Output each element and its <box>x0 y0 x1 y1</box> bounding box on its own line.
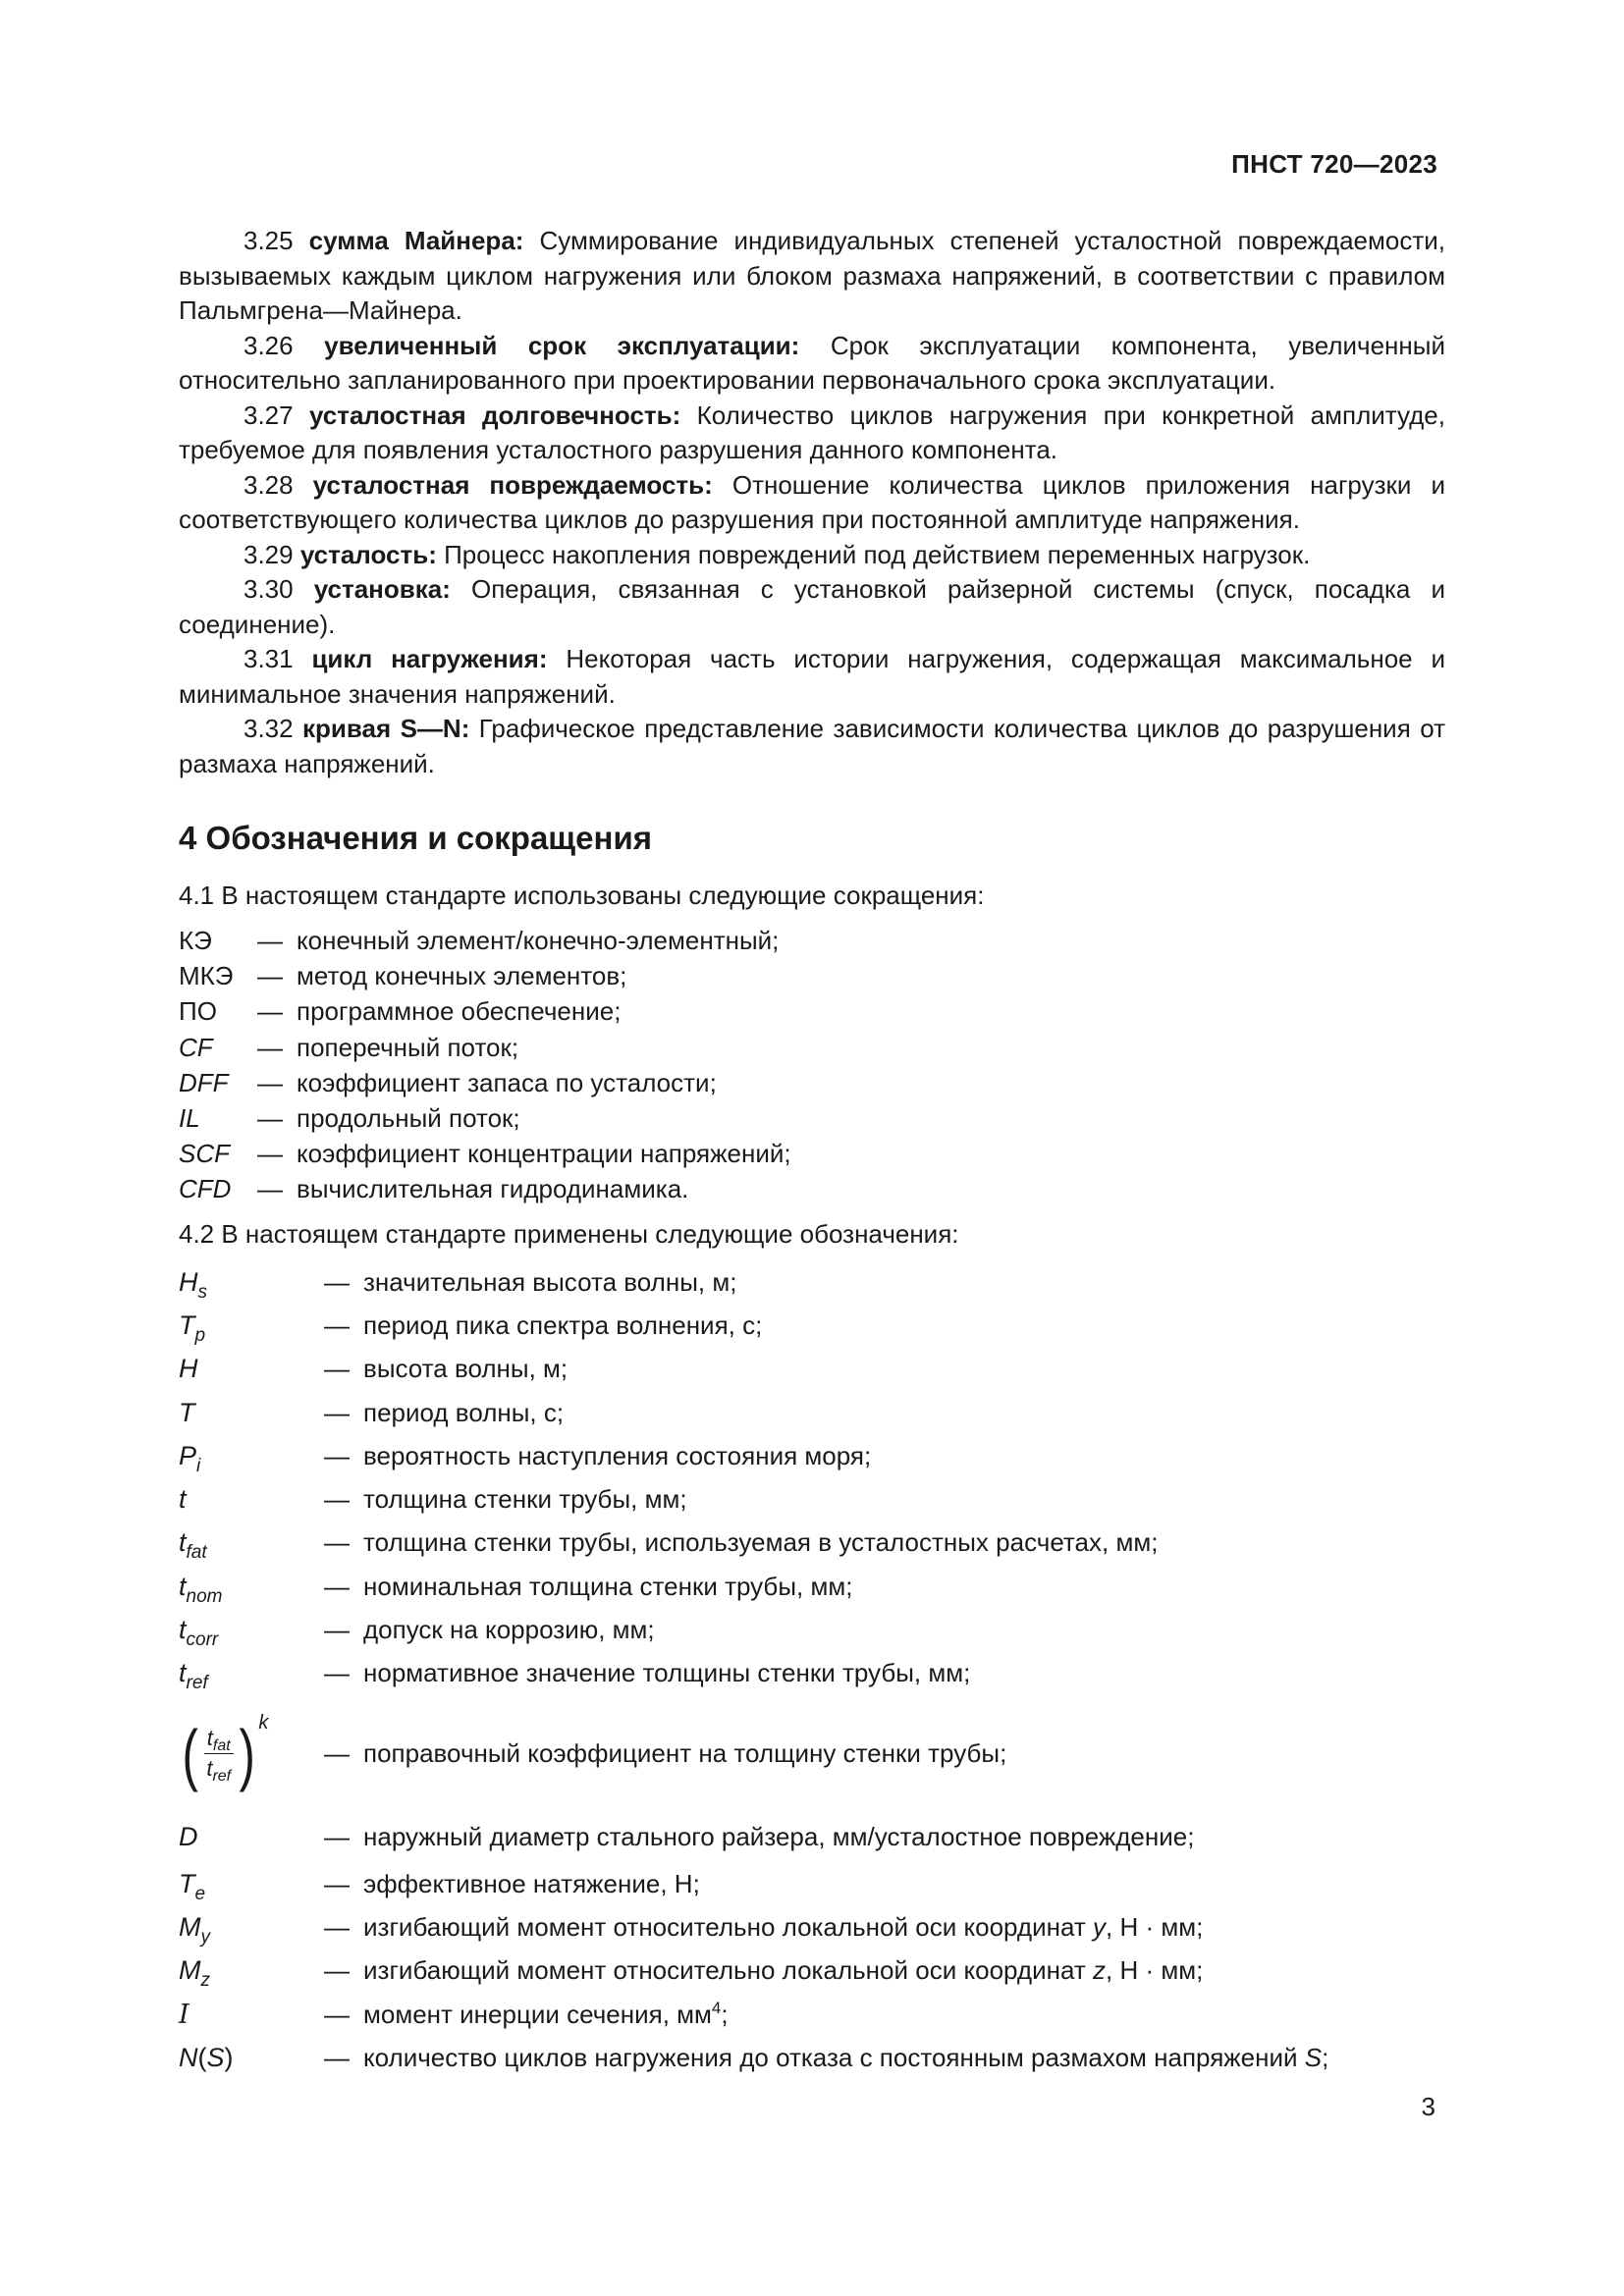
term-text: Суммирование индивидуальных степеней усталостной повреждаемости, вызываемых каждым циклом нагружения или блоком размаха напряжений, в соответствии с правилом Пальмгрена—Майнера. <box>179 226 1446 325</box>
left-paren: ( <box>182 1715 198 1792</box>
symbols-intro <box>179 1217 1445 1252</box>
term-name: усталостная долговечность: <box>308 400 681 430</box>
list-item <box>179 958 1445 993</box>
list-item <box>179 1905 1455 1949</box>
dash: — <box>257 1139 283 1169</box>
term-number: 3.27 <box>244 400 294 430</box>
term-name: сумма Майнера: <box>308 226 524 255</box>
dash: — <box>324 1354 350 1384</box>
term-number: 3.29 <box>244 539 294 569</box>
term-3-28 <box>179 468 1445 538</box>
symbol-key: $T_p$ <box>179 1309 206 1346</box>
abbreviation-text: продольный поток; <box>297 1103 520 1134</box>
dash: — <box>324 1571 350 1601</box>
dash: — <box>324 1615 350 1645</box>
term-text: Некоторая часть истории нагружения, содержащая максимальное и минимальное значения напряжений. <box>179 644 1445 709</box>
symbol-key: I <box>179 1999 189 2030</box>
term-3-29 <box>179 538 1445 573</box>
symbol-text: нормативное значение толщины стенки трубы, мм; <box>363 1658 971 1688</box>
dash: — <box>324 1658 350 1688</box>
term-name: усталостная повреждаемость: <box>312 469 713 500</box>
symbol-key: t <box>179 1484 187 1515</box>
symbol-text: толщина стенки трубы, используемая в усталостных расчетах, мм; <box>363 1527 1159 1558</box>
dash: — <box>324 1868 350 1898</box>
list-item <box>179 1993 1455 2036</box>
symbol-text: период волны, с; <box>363 1397 565 1427</box>
dash: — <box>257 1103 283 1134</box>
abbreviation-key: КЭ <box>179 926 212 955</box>
dash: — <box>324 2042 350 2072</box>
symbol-key: $t_{nom}$ <box>179 1571 223 1607</box>
dash: — <box>324 1955 350 1986</box>
symbol-text: количество циклов нагружения до отказа с постоянным размахом напряжений S; <box>363 2042 1329 2072</box>
abbreviations-intro-text: 4.1 В настоящем стандарте использованы следующие сокращения: <box>179 881 985 910</box>
list-item <box>179 1608 1455 1651</box>
list-item <box>179 1391 1455 1434</box>
term-name: кривая S—N: <box>302 714 470 743</box>
symbol-key: $t_{ref}$ <box>179 1658 208 1694</box>
term-name: цикл нагружения: <box>311 644 548 673</box>
symbol-key: H <box>179 1354 198 1384</box>
symbol-key: T <box>179 1397 195 1427</box>
symbols-list <box>179 1260 1455 2079</box>
section-title: 4 Обозначения и сокращения <box>179 820 652 856</box>
list-item <box>179 1030 1445 1065</box>
abbreviation-key: CF <box>179 1032 213 1062</box>
symbol-key: $t_{fat}$ <box>179 1527 207 1564</box>
list-item <box>179 1304 1455 1347</box>
abbreviation-key: IL <box>179 1103 200 1134</box>
symbol-key: $t_{corr}$ <box>179 1615 219 1651</box>
term-3-32 <box>179 712 1445 781</box>
list-item <box>179 1813 1455 1862</box>
symbol-text: наружный диаметр стального райзера, мм/усталостное повреждение; <box>363 1822 1195 1852</box>
abbreviation-key: ПО <box>179 996 217 1027</box>
list-item <box>179 1348 1455 1391</box>
fraction-group <box>179 1711 269 1792</box>
term-number: 3.31 <box>244 644 294 673</box>
abbreviations-intro <box>179 879 1445 913</box>
dash: — <box>324 1738 350 1769</box>
symbol-key: $H_s$ <box>179 1266 207 1303</box>
term-name: увеличенный срок эксплуатации: <box>324 330 800 360</box>
symbol-text: изгибающий момент относительно локальной оси координат y, Н · мм; <box>363 1911 1204 1942</box>
term-number: 3.30 <box>244 574 294 604</box>
symbol-text: вероятность наступления состояния моря; <box>363 1440 872 1470</box>
dash: — <box>257 926 283 955</box>
abbreviation-key: CFD <box>179 1174 232 1204</box>
symbols-intro-text: 4.2 В настоящем стандарте применены следующие обозначения: <box>179 1219 959 1249</box>
right-paren: ) <box>239 1715 255 1792</box>
abbreviation-key: SCF <box>179 1139 230 1169</box>
list-item <box>179 1565 1455 1608</box>
abbreviation-text: поперечный поток; <box>297 1032 519 1062</box>
fraction-numerator: $t_{fat}$ <box>204 1726 234 1754</box>
list-item <box>179 1477 1455 1521</box>
abbreviations-list <box>179 923 1445 1207</box>
abbreviation-text: конечный элемент/конечно-элементный; <box>297 926 780 955</box>
fraction <box>203 1726 234 1786</box>
term-3-26 <box>179 329 1445 399</box>
term-text: Графическое представление зависимости количества циклов до разрушения от размаха напряжений. <box>179 714 1445 778</box>
abbreviation-text: коэффициент концентрации напряжений; <box>297 1139 791 1169</box>
list-item <box>179 1136 1445 1171</box>
list-item <box>179 1434 1455 1477</box>
page-number: 3 <box>1421 2092 1435 2121</box>
term-number: 3.26 <box>244 330 294 360</box>
document-code: ПНСТ 720—2023 <box>1231 149 1437 179</box>
dash: — <box>257 996 283 1027</box>
term-3-27 <box>179 399 1445 468</box>
list-item <box>179 1949 1455 1993</box>
term-name: установка: <box>313 574 451 604</box>
dash: — <box>257 1067 283 1097</box>
dash: — <box>324 1484 350 1515</box>
term-text: Процесс накопления повреждений под действием переменных нагрузок. <box>444 539 1311 569</box>
list-item <box>179 1100 1445 1136</box>
term-number: 3.28 <box>244 469 294 500</box>
symbol-key: N(S) <box>179 2042 234 2072</box>
dash: — <box>324 1527 350 1558</box>
symbol-key: $T_e$ <box>179 1868 206 1904</box>
terms-section <box>179 224 1445 781</box>
list-item <box>179 993 1445 1029</box>
list-item <box>179 1862 1455 1905</box>
dash: — <box>324 1309 350 1340</box>
term-text: Операция, связанная с установкой райзерной системы (спуск, посадка и соединение). <box>179 574 1445 639</box>
symbol-text: период пика спектра волнения, с; <box>363 1309 763 1340</box>
symbol-text: момент инерции сечения, $мм^4$; <box>363 1998 729 2029</box>
symbol-key: $P_i$ <box>179 1440 201 1476</box>
abbreviation-text: метод конечных элементов; <box>297 961 627 991</box>
dash: — <box>324 1397 350 1427</box>
list-item <box>179 1260 1455 1304</box>
symbol-key: $M_y$ <box>179 1911 210 1948</box>
list-item <box>179 1522 1455 1565</box>
symbol-key: $M_z$ <box>179 1955 210 1992</box>
symbol-text: эффективное натяжение, Н; <box>363 1868 700 1898</box>
symbol-text: допуск на коррозию, мм; <box>363 1615 655 1645</box>
symbol-text: толщина стенки трубы, мм; <box>363 1484 687 1515</box>
list-item <box>179 923 1445 958</box>
abbreviation-key: МКЭ <box>179 961 234 991</box>
list-item <box>179 1171 1445 1206</box>
dash: — <box>324 1911 350 1942</box>
abbreviation-text: коэффициент запаса по усталости; <box>297 1067 717 1097</box>
abbreviation-key: DFF <box>179 1067 229 1097</box>
dash: — <box>257 1032 283 1062</box>
abbreviation-text: вычислительная гидродинамика. <box>297 1174 689 1204</box>
dash: — <box>324 1999 350 2029</box>
term-text: Количество циклов нагружения при конкретной амплитуде, требуемое для появления усталостного разрушения данного компонента. <box>179 400 1445 464</box>
symbol-text: изгибающий момент относительно локальной оси координат z, Н · мм; <box>363 1955 1204 1986</box>
term-3-30 <box>179 572 1445 642</box>
list-item <box>179 1695 1455 1813</box>
term-3-31 <box>179 642 1445 712</box>
symbol-key: D <box>179 1822 198 1852</box>
list-item <box>179 1065 1445 1100</box>
term-name: усталость: <box>299 539 437 569</box>
symbol-text: высота волны, м; <box>363 1354 568 1384</box>
symbol-text: значительная высота волны, м; <box>363 1266 737 1297</box>
list-item <box>179 1652 1455 1695</box>
symbol-text: поправочный коэффициент на толщину стенки трубы; <box>363 1738 1007 1769</box>
term-number: 3.25 <box>244 226 294 255</box>
fraction-denominator: $t_{ref}$ <box>206 1756 232 1786</box>
thickness-correction-formula <box>179 1711 324 1792</box>
dash: — <box>324 1266 350 1297</box>
list-item <box>179 2036 1455 2079</box>
abbreviation-text: программное обеспечение; <box>297 996 622 1027</box>
term-text: Срок эксплуатации компонента, увеличенный относительно запланированного при проектировании первоначального срока эксплуатации. <box>179 330 1445 395</box>
term-3-25 <box>179 224 1445 329</box>
symbol-text: номинальная толщина стенки трубы, мм; <box>363 1571 853 1601</box>
term-number: 3.32 <box>244 714 294 743</box>
exponent: k <box>258 1711 269 1734</box>
dash: — <box>257 961 283 991</box>
dash: — <box>324 1440 350 1470</box>
dash: — <box>324 1822 350 1852</box>
term-text: Отношение количества циклов приложения нагрузки и соответствующего количества циклов до разрушения при постоянной амплитуде напряжения. <box>179 469 1445 534</box>
dash: — <box>257 1174 283 1204</box>
